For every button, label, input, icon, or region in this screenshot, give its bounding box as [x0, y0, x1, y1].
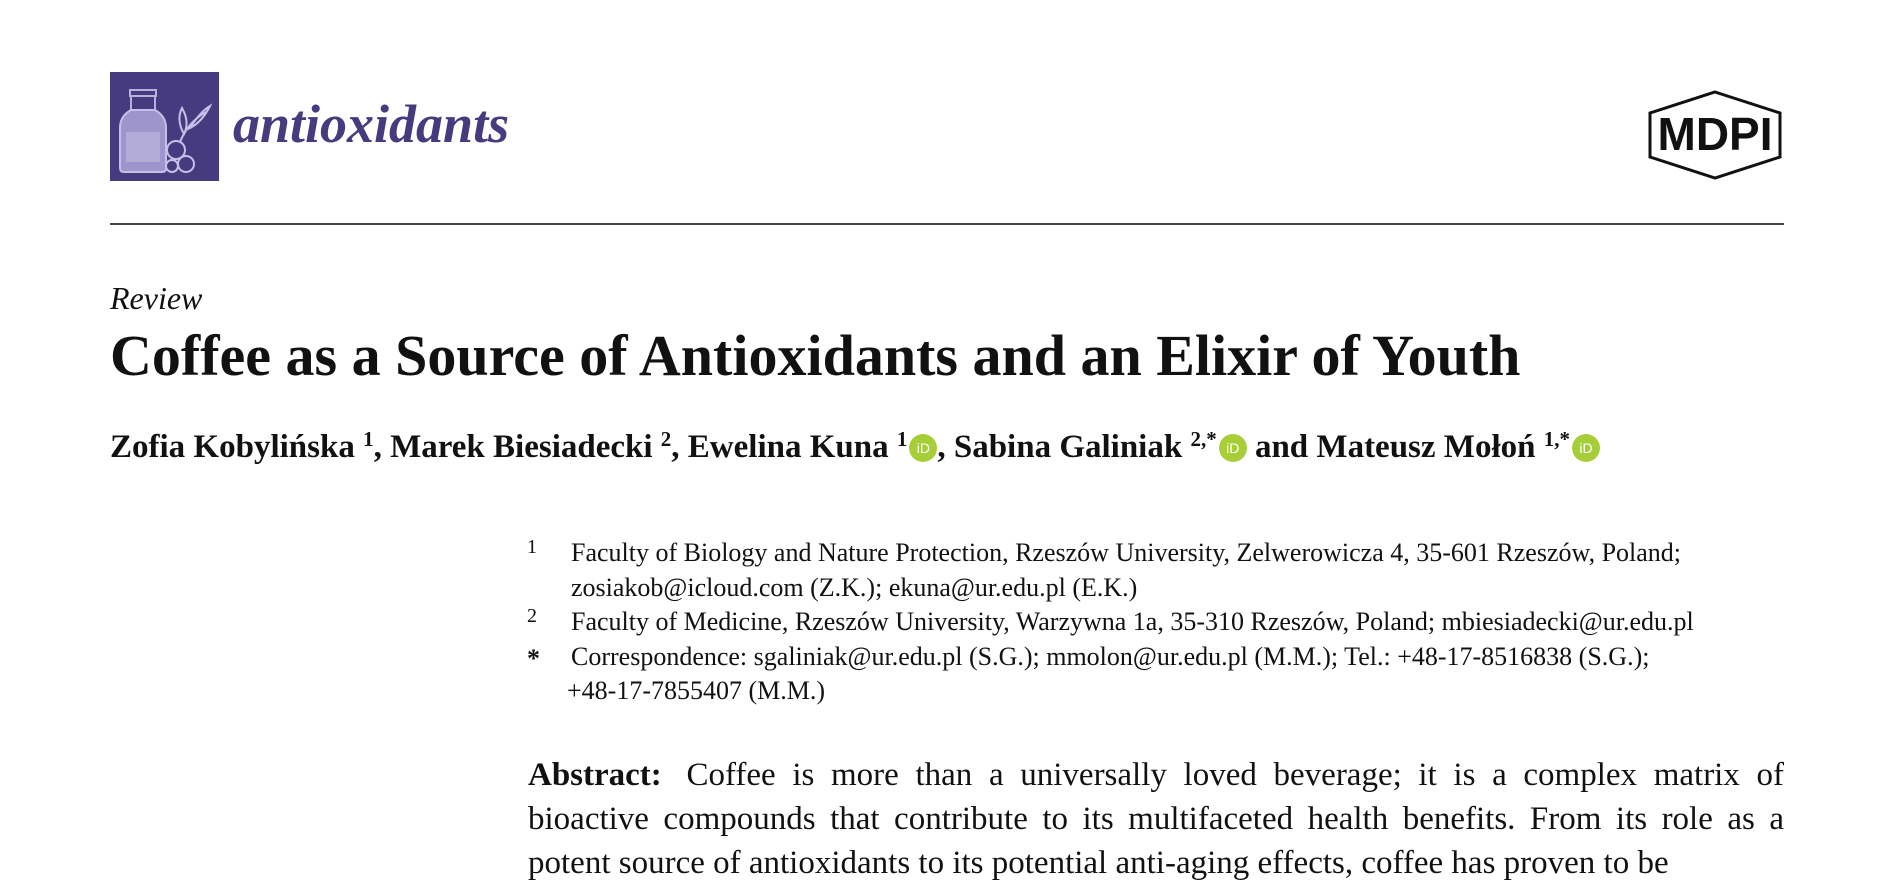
author-separator: , — [937, 429, 954, 465]
author-list — [110, 427, 1600, 467]
abstract — [528, 753, 1784, 885]
author-separator: and — [1246, 429, 1317, 465]
author-name[interactable]: Sabina Galiniak — [953, 429, 1183, 465]
orcid-icon[interactable]: iD — [1572, 434, 1600, 462]
author-name[interactable]: Marek Biesiadecki — [390, 429, 653, 465]
hexagon-icon — [1646, 90, 1784, 180]
affiliation-text: Faculty of Medicine, Rzeszów University, Warzywna 1a, 35-310 Rzeszów, Poland; mbiesiadecki@ur.edu.pl — [571, 607, 1694, 636]
abstract-label: Abstract: — [528, 757, 662, 793]
orcid-icon[interactable]: iD — [1219, 434, 1247, 462]
correspondence-text[interactable]: Correspondence: sgaliniak@ur.edu.pl (S.G.); mmolon@ur.edu.pl (M.M.); Tel.: +48-17-8516838 (S.G.); — [571, 641, 1650, 671]
bottle-and-berries-icon — [110, 72, 219, 181]
affiliation-marker: 1 — [527, 536, 537, 558]
abstract-text: Coffee is more than a universally loved beverage; it is a complex matrix of bioactive compounds that contribute to its multifaceted health benefits. From its role as a potent source of antioxidants to its potential anti-aging effects, coffee has proven to be — [528, 757, 1785, 881]
affiliation-marker: 2 — [527, 605, 537, 627]
correspondence-phone: +48-17-7855407 (M.M.) — [567, 676, 826, 705]
publisher-logo-text: MDPI — [1657, 108, 1773, 160]
affiliations — [527, 536, 1787, 709]
affiliation-item — [527, 536, 1787, 605]
affiliation-item — [527, 605, 1787, 640]
article-title: Coffee as a Source of Antioxidants and an Elixir of Youth — [110, 323, 1521, 388]
journal-name: antioxidants — [233, 94, 510, 154]
author-name[interactable]: Mateusz Mołoń — [1316, 429, 1536, 465]
correspondence-item — [527, 640, 1787, 709]
header-divider — [110, 223, 1784, 225]
affiliation-sup: 1,* — [1543, 427, 1570, 451]
affiliation-sup: 1 — [363, 427, 374, 451]
author-separator: , — [373, 429, 391, 465]
journal-logo — [110, 72, 219, 181]
affiliation-sup: 2,* — [1190, 427, 1217, 451]
author-name[interactable]: Ewelina Kuna — [687, 429, 889, 465]
affiliation-emails[interactable]: zosiakob@icloud.com (Z.K.); ekuna@ur.edu.pl (E.K.) — [571, 572, 1138, 602]
affiliation-text: Faculty of Biology and Nature Protection, Rzeszów University, Zelwerowicza 4, 35-601 Rzeszów, Poland; — [571, 538, 1682, 567]
author-name[interactable]: Zofia Kobylińska — [110, 429, 355, 465]
correspondence-marker: * — [527, 643, 540, 673]
affiliation-sup: 1 — [896, 427, 908, 451]
author-separator: , — [671, 429, 688, 465]
orcid-icon[interactable]: iD — [909, 434, 937, 462]
affiliation-sup: 2 — [660, 427, 672, 451]
article-type: Review — [110, 280, 203, 316]
publisher-logo — [1646, 90, 1784, 180]
